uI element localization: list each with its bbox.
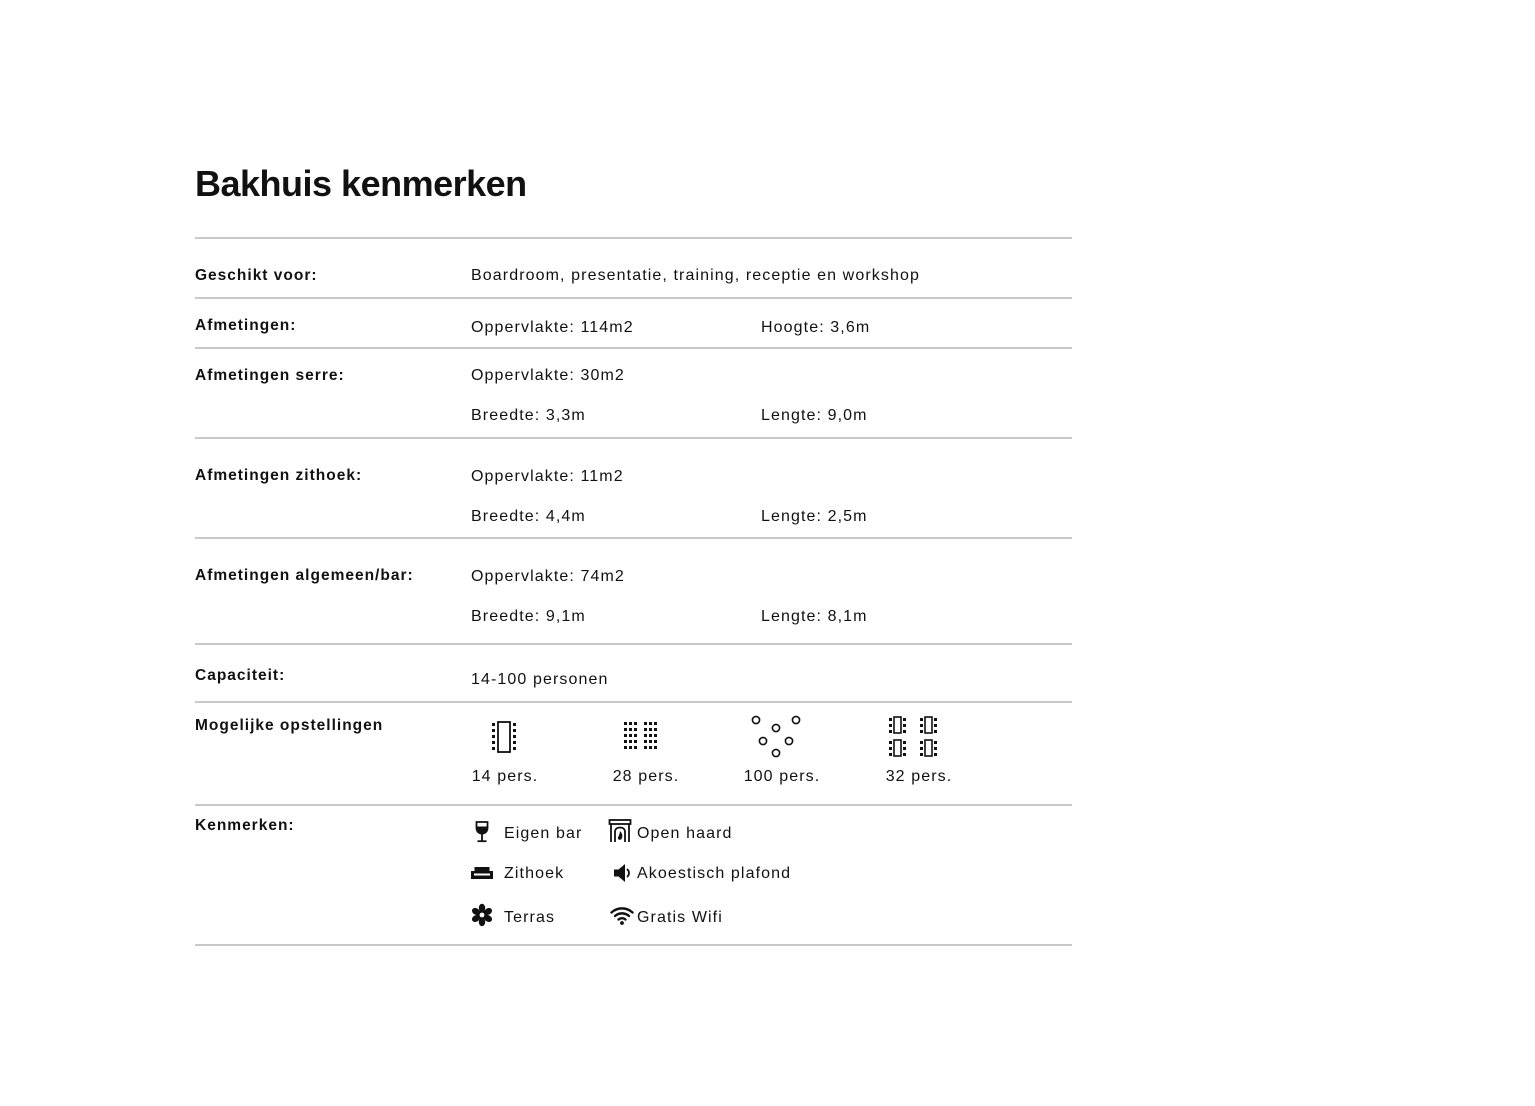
serre-area: Oppervlakte: 30m2 [471,367,625,384]
divider [195,297,1072,299]
capacity-label: Capaciteit: [195,667,286,684]
feature-label: Akoestisch plafond [637,865,792,882]
reception-setup-icon [746,714,806,760]
suitable-value: Boardroom, presentatie, training, receptie en workshop [471,267,920,284]
fireplace-icon [608,819,632,843]
setup-count: 32 pers. [885,768,953,785]
serre-length: Lengte: 9,0m [761,407,868,424]
feature-label: Zithoek [504,865,565,882]
feature-label: Terras [504,909,556,926]
divider [195,643,1072,645]
wine-glass-icon [470,820,494,844]
divider [195,347,1072,349]
serre-width: Breedte: 3,3m [471,407,586,424]
setup-count: 14 pers. [471,768,539,785]
dimensions-height: Hoogte: 3,6m [761,319,871,336]
divider [195,537,1072,539]
dimensions-label: Afmetingen: [195,317,297,334]
divider [195,237,1072,239]
setup-count: 28 pers. [612,768,680,785]
classroom-setup-icon [886,714,946,760]
divider [195,804,1072,806]
zithoek-label: Afmetingen zithoek: [195,467,363,484]
algemeen-label: Afmetingen algemeen/bar: [195,567,414,584]
divider [195,701,1072,703]
feature-label: Gratis Wifi [637,909,723,926]
zithoek-length: Lengte: 2,5m [761,508,868,525]
serre-label: Afmetingen serre: [195,367,345,384]
boardroom-setup-icon [474,714,534,760]
capacity-value: 14-100 personen [471,671,609,688]
zithoek-width: Breedte: 4,4m [471,508,586,525]
algemeen-width: Breedte: 9,1m [471,608,586,625]
suitable-label: Geschikt voor: [195,267,318,284]
divider [195,437,1072,439]
speaker-icon [611,861,635,885]
sofa-icon [470,861,494,885]
zithoek-area: Oppervlakte: 11m2 [471,468,624,485]
features-label: Kenmerken: [195,817,295,834]
theater-setup-icon [613,714,673,760]
dimensions-area: Oppervlakte: 114m2 [471,319,634,336]
divider [195,944,1072,946]
algemeen-length: Lengte: 8,1m [761,608,868,625]
setup-count: 100 pers. [743,768,821,785]
feature-label: Open haard [637,825,733,842]
wifi-icon [610,903,634,927]
algemeen-area: Oppervlakte: 74m2 [471,568,625,585]
setups-label: Mogelijke opstellingen [195,717,384,734]
page-title: Bakhuis kenmerken [195,163,527,204]
flower-icon [470,903,494,927]
feature-label: Eigen bar [504,825,583,842]
